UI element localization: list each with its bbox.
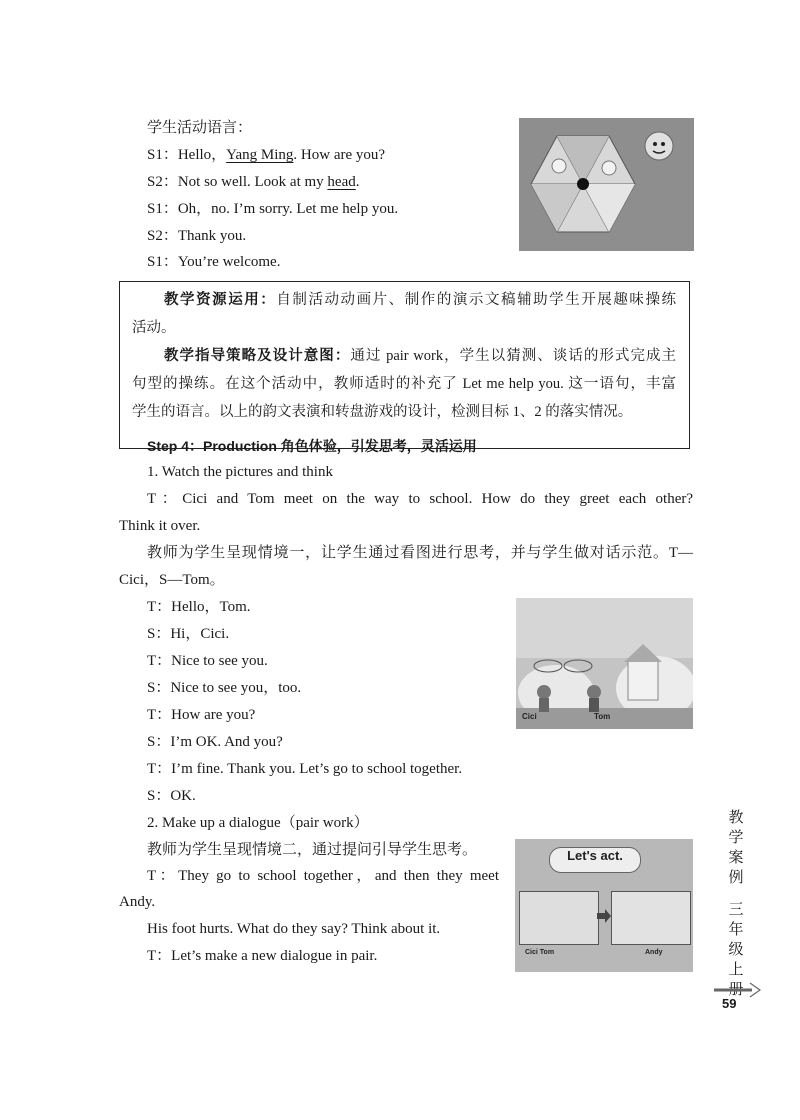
scene2-title: Let's act. (549, 847, 641, 873)
line-text: S2：Not so well. Look at my (147, 174, 328, 190)
underlined-text: Yang Ming (226, 147, 294, 163)
line-text: S1：Hello， (147, 147, 227, 163)
dialogue2-line-6: S：I’m OK. And you? (147, 734, 283, 750)
dialogue2-line-4: S：Nice to see you，too. (147, 680, 302, 696)
chinese-line-1b: Cici，S—Tom。 (119, 572, 225, 588)
step4-item2: 2. Make up a dialogue（pair work） (147, 815, 369, 831)
dialogue-line-1 (147, 145, 385, 165)
sidebar-char: 年 (728, 922, 744, 938)
page-number: 59 (722, 996, 737, 1011)
scene2-image (515, 839, 693, 972)
dialogue2-line-7: T：I’m fine. Thank you. Let’s go to school together. (147, 761, 463, 777)
scene1-label-tom: Tom (594, 712, 611, 721)
underlined-text: head (327, 174, 356, 190)
teaching-notes-box (119, 281, 690, 449)
spinner-illustration (519, 118, 694, 251)
line-text: . How are you? (293, 147, 386, 163)
teacher-line-2b: Andy. (119, 894, 156, 910)
strategy-paragraph-line-2: 句型的操练。在这个活动中，教师适时的补充了 Let me help you. 这一语句，丰富 (132, 376, 676, 392)
dialogue2-line-8: S：OK. (147, 788, 196, 804)
scene1-illustration (516, 598, 693, 729)
activity-heading: 学生活动语言： (147, 120, 253, 136)
dialogue2-line-5: T：How are you? (147, 707, 256, 723)
resource-paragraph-line-2: 活动。 (132, 320, 176, 336)
dialogue-line-4: S2：Thank you. (147, 228, 247, 244)
sidebar-char: 学 (728, 830, 744, 846)
resource-text: 自制活动动画片、制作的演示文稿辅助学生开展趣味操练 (276, 292, 677, 308)
dialogue-line-2 (147, 172, 360, 192)
sidebar-char: 三 (728, 902, 744, 918)
chinese-line-2: 教师为学生呈现情境二，通过提问引导学生思考。 (147, 842, 478, 858)
teacher-line-2c: His foot hurts. What do they say? Think about it. (147, 921, 441, 937)
strategy-label: 教学指导策略及设计意图： (164, 348, 351, 364)
scene2-label-left: Cici Tom (525, 949, 555, 956)
sidebar-char: 册 (728, 982, 744, 998)
teacher-line-2a: T：They go to school together，and then they meet (147, 868, 499, 884)
sidebar-char: 案 (728, 850, 744, 866)
teacher-line-1a: T：Cici and Tom meet on the way to school. How do they greet each other? (147, 491, 693, 507)
dialogue2-line-1: T：Hello，Tom. (147, 599, 251, 615)
scene1-label-cici: Cici (522, 712, 537, 721)
scene2-label-right: Andy (645, 949, 663, 956)
step4-title: Step 4：Production 角色体验，引发思考，灵活运用 (147, 438, 477, 454)
line-text: . (355, 174, 360, 190)
spinner-game-image (519, 118, 694, 251)
dialogue2-line-2: S：Hi，Cici. (147, 626, 230, 642)
sidebar-char: 教 (728, 810, 744, 826)
step4-item1: 1. Watch the pictures and think (147, 464, 333, 480)
sidebar-char: 级 (728, 942, 744, 958)
strategy-text: 通过 pair work，学生以猜测、谈话的形式完成主 (350, 348, 677, 364)
chinese-line-1a: 教师为学生呈现情境一，让学生通过看图进行思考，并与学生做对话示范。T— (147, 545, 693, 561)
arrow-right-icon (597, 909, 611, 923)
dialogue-line-5: S1：You’re welcome. (147, 254, 281, 270)
sidebar-char: 例 (728, 870, 744, 886)
teacher-line-1b: Think it over. (119, 518, 201, 534)
dialogue2-line-3: T：Nice to see you. (147, 653, 268, 669)
scene2-panel-left (519, 891, 599, 945)
sidebar-char: 上 (728, 962, 744, 978)
resource-paragraph-line-1 (164, 290, 676, 310)
strategy-paragraph-line-1 (164, 346, 676, 366)
resource-label: 教学资源运用： (164, 292, 277, 308)
dialogue-line-3: S1：Oh，no. I’m sorry. Let me help you. (147, 201, 399, 217)
teacher-line-2d: T：Let’s make a new dialogue in pair. (147, 948, 378, 964)
scene2-panel-right (611, 891, 691, 945)
scene1-image (516, 598, 693, 729)
strategy-paragraph-line-3: 学生的语言。以上的韵文表演和转盘游戏的设计，检测目标 1、2 的落实情况。 (132, 404, 633, 420)
